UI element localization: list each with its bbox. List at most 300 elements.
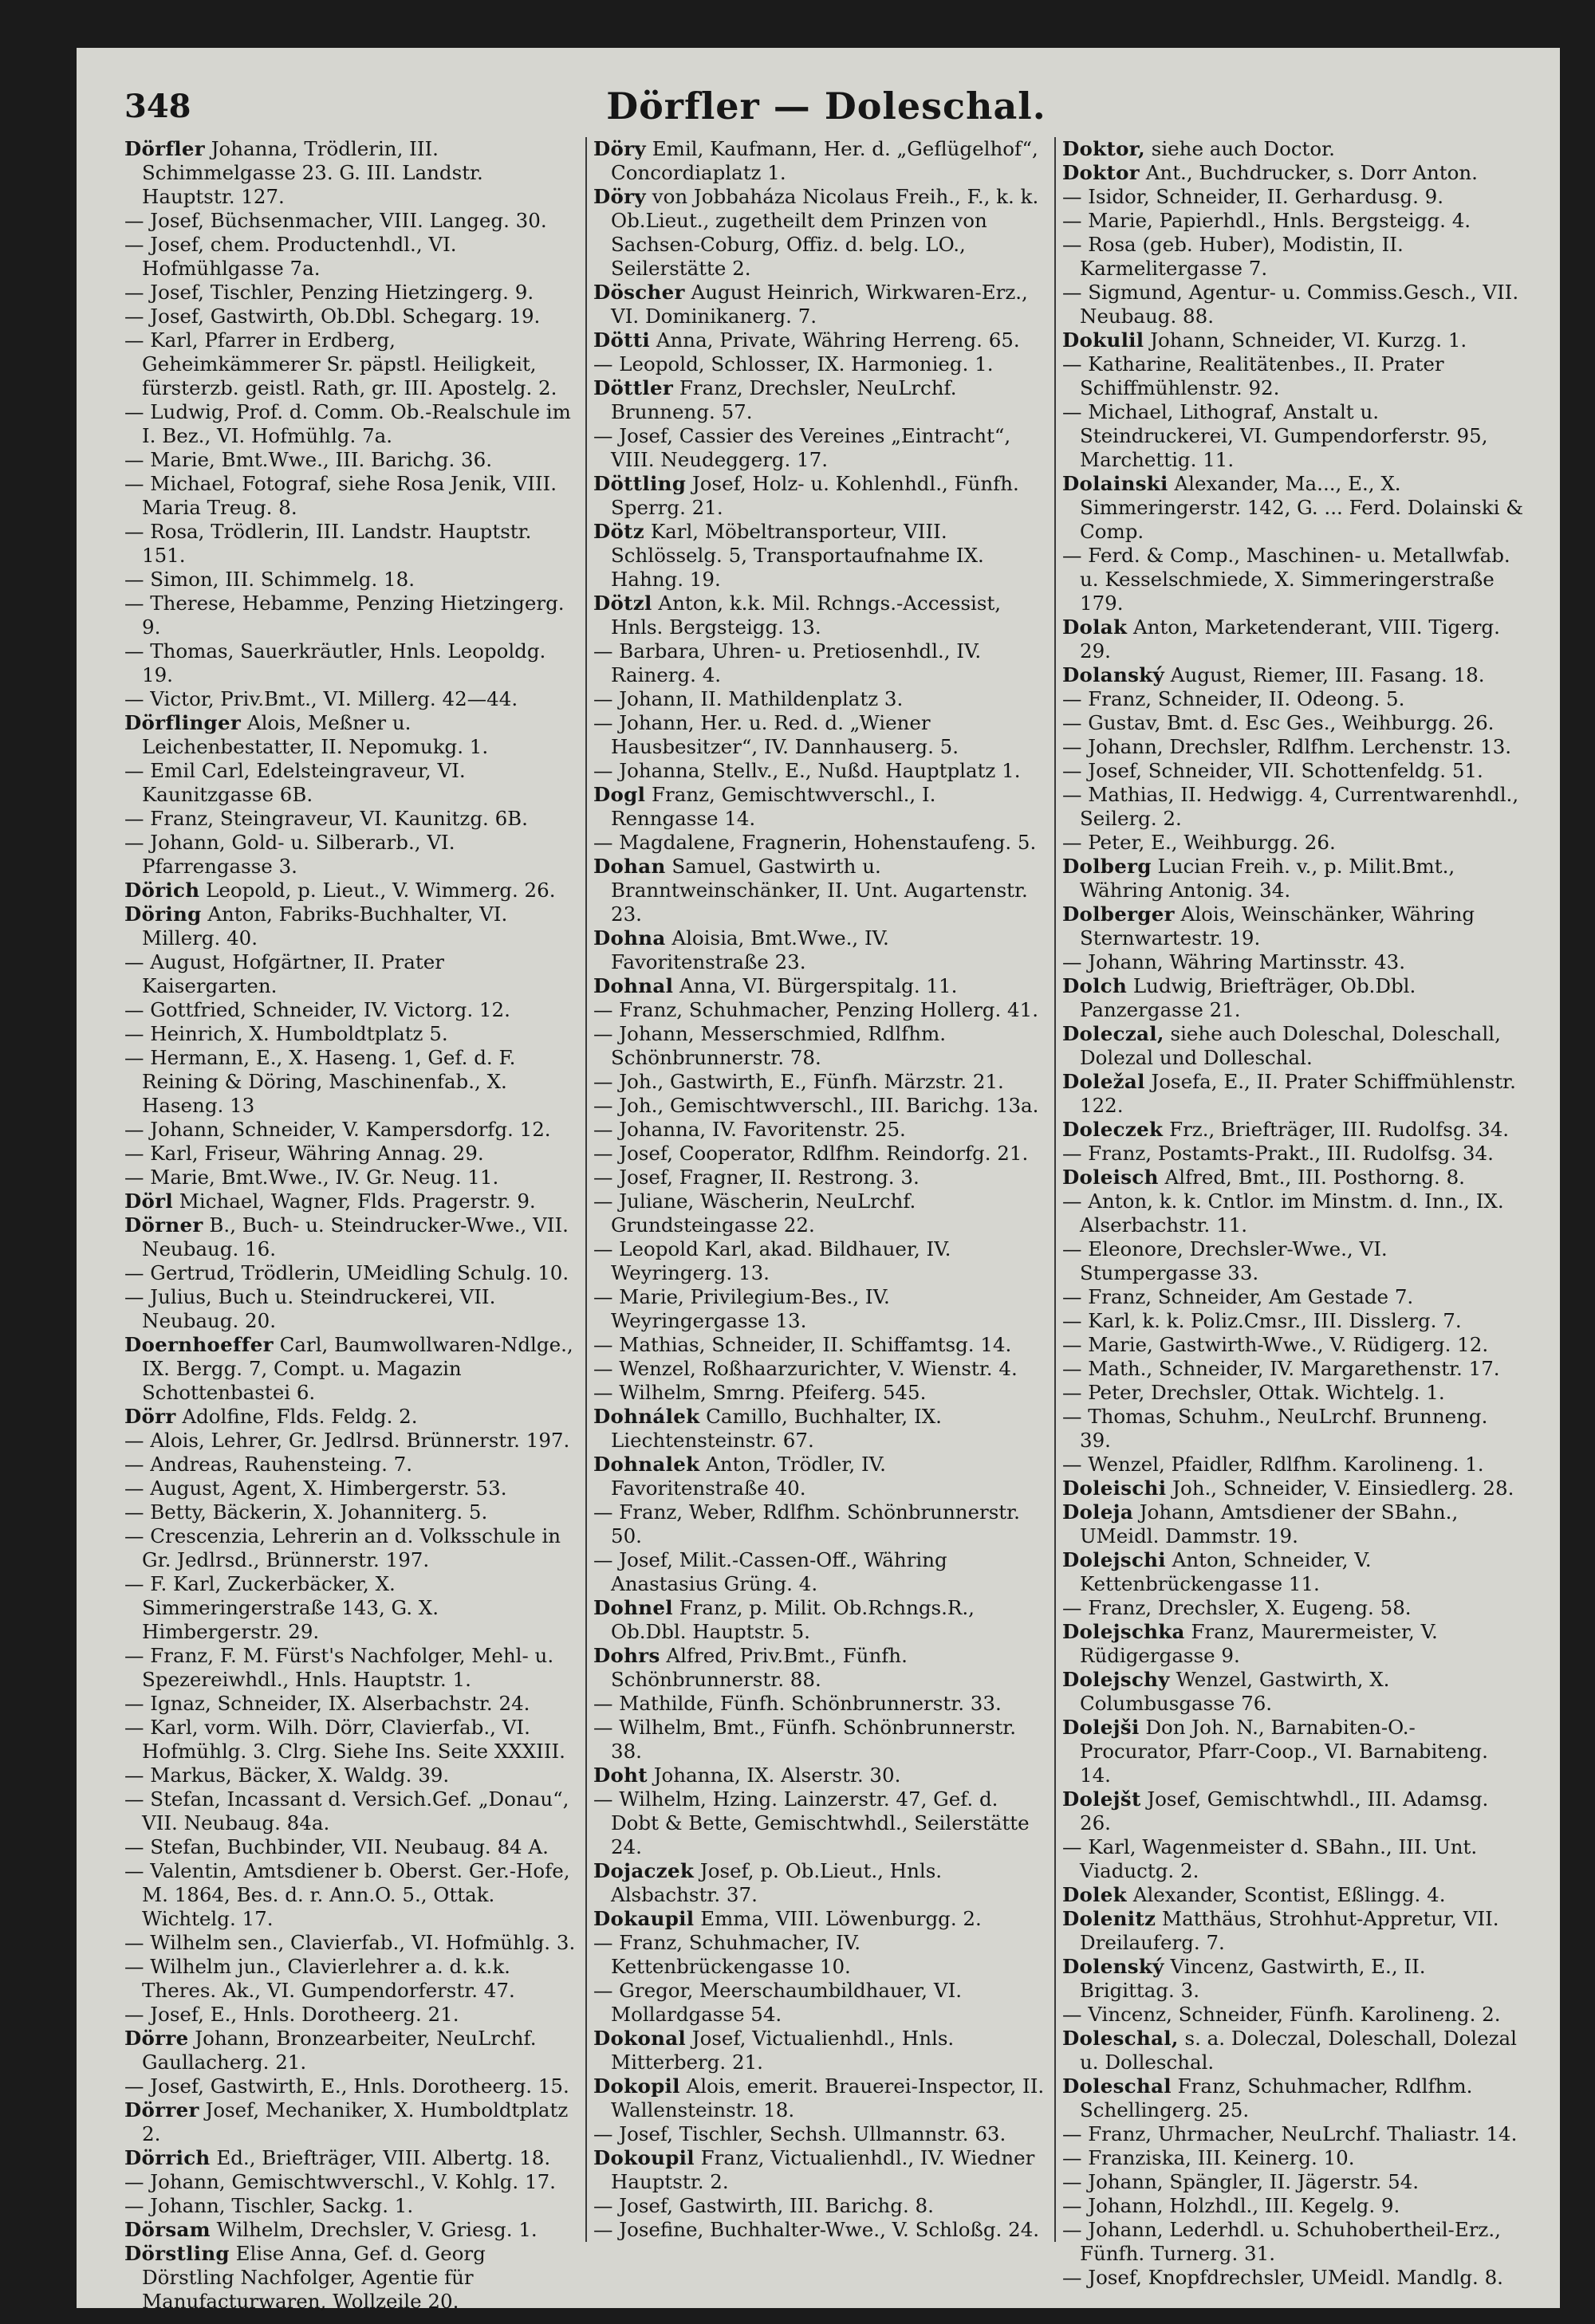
entry-details: Johann, Amtsdiener der SBahn., UMeidl. Dammstr. 19. <box>1080 1500 1459 1547</box>
entry-details: — Alois, Lehrer, Gr. Jedlrsd. Brünnerstr. 197. <box>124 1429 570 1452</box>
directory-entry <box>593 783 1048 831</box>
entry-details: — Anton, k. k. Cntlor. im Minstm. d. Inn., IX. Alserbachstr. 11. <box>1062 1190 1504 1237</box>
directory-entry <box>593 281 1048 328</box>
entry-details: — F. Karl, Zuckerbäcker, X. Simmeringerstraße 143, G. X. Himbergerstr. 29. <box>124 1572 439 1643</box>
directory-entry <box>1062 1357 1525 1381</box>
directory-entry <box>124 2194 579 2218</box>
directory-entry <box>124 1453 579 1477</box>
entry-details: Matthäus, Strohhut-Appretur, VII. Dreilauferg. 7. <box>1080 1907 1499 1954</box>
entry-details: — Joh., Gastwirth, E., Fünfh. Märzstr. 21. <box>593 1070 1004 1093</box>
directory-entry <box>593 1190 1048 1237</box>
directory-entry <box>1062 1787 1525 1835</box>
entry-details: — Josef, Tischler, Sechsh. Ullmannstr. 63. <box>593 2122 1006 2145</box>
directory-entry <box>593 1787 1048 1859</box>
directory-entry <box>1062 1596 1525 1620</box>
entry-details: Lucian Freih. v., p. Milit.Bmt., Währing Antonig. 34. <box>1080 855 1455 902</box>
entry-details: — Johann, Spängler, II. Jägerstr. 54. <box>1062 2170 1420 2193</box>
entry-details: Anna, Private, Währing Herreng. 65. <box>650 328 1020 352</box>
entry-details: Vincenz, Gastwirth, E., II. Brigittag. 3. <box>1080 1955 1426 2002</box>
directory-entry <box>1062 1381 1525 1405</box>
directory-entry <box>593 1859 1048 1907</box>
directory-entry <box>1062 1237 1525 1285</box>
directory-entry <box>593 2027 1048 2074</box>
entry-surname: Dörrich <box>124 2146 211 2169</box>
directory-entry <box>124 1955 579 2003</box>
entry-details: Franz, Gemischtwverschl., I. Renngasse 14. <box>611 783 936 830</box>
directory-entry <box>1062 1716 1525 1787</box>
entry-details: — Mathias, Schneider, II. Schiffamtsg. 14. <box>593 1333 1012 1356</box>
directory-entry <box>124 448 579 472</box>
directory-entry <box>1062 2003 1525 2027</box>
entry-details: — Leopold, Schlosser, IX. Harmonieg. 1. <box>593 352 994 376</box>
directory-entry <box>593 1716 1048 1764</box>
directory-entry <box>593 424 1048 472</box>
entry-surname: Dörner <box>124 1213 203 1237</box>
entry-details: — Josefine, Buchhalter-Wwe., V. Schloßg. 24. <box>593 2218 1040 2241</box>
directory-entry <box>593 1764 1048 1787</box>
entry-details: — Wilhelm sen., Clavierfab., VI. Hofmühlg. 3. <box>124 1931 576 1954</box>
entry-details: — Crescenzia, Lehrerin an d. Volksschule in Gr. Jedlrsd., Brünnerstr. 197. <box>124 1524 561 1571</box>
entry-details: — Johann, II. Mathildenplatz 3. <box>593 687 904 710</box>
entry-details: Alexander, Scontist, Eßlingg. 4. <box>1126 1883 1446 1906</box>
entry-surname: Dokulil <box>1062 328 1144 352</box>
entry-surname: Dolejschi <box>1062 1548 1166 1571</box>
entry-details: Leopold, p. Lieut., V. Wimmerg. 26. <box>199 879 556 902</box>
entry-details: — Stefan, Incassant d. Versich.Gef. „Donau“, VII. Neubaug. 84a. <box>124 1787 569 1834</box>
entry-details: Johanna, IX. Alserstr. 30. <box>647 1764 901 1787</box>
directory-entry <box>124 687 579 711</box>
entry-details: Ant., Buchdrucker, s. Dorr Anton. <box>1139 161 1478 184</box>
entry-surname: Dörstling <box>124 2242 230 2265</box>
directory-entry <box>1062 161 1525 185</box>
entry-details: Adolfine, Flds. Feldg. 2. <box>175 1405 418 1428</box>
directory-entry <box>593 1070 1048 1094</box>
directory-entry <box>124 807 579 831</box>
directory-entry <box>124 711 579 759</box>
entry-details: — Marie, Privilegium-Bes., IV. Weyringergasse 13. <box>593 1285 890 1332</box>
entry-surname: Dörre <box>124 2027 189 2050</box>
directory-entry <box>124 1931 579 1955</box>
entry-surname: Döttler <box>593 376 674 399</box>
entry-details: — Karl, vorm. Wilh. Dörr, Clavierfab., VI. Hofmühlg. 3. Clrg. Siehe Ins. Seite XXXIII. <box>124 1716 565 1763</box>
entry-details: — Johann, Gold- u. Silberarb., VI. Pfarrengasse 3. <box>124 831 455 878</box>
entry-details: Anton, Trödler, IV. Favoritenstraße 40. <box>611 1453 886 1500</box>
directory-entry <box>124 472 579 520</box>
entry-details: Anton, k.k. Mil. Rchngs.-Accessist, Hnls. Bergsteigg. 13. <box>611 592 1002 639</box>
entry-details: — Thomas, Schuhm., NeuLrchf. Brunneng. 39. <box>1062 1405 1488 1452</box>
entry-details: — Johanna, Stellv., E., Nußd. Hauptplatz 1. <box>593 759 1021 782</box>
entry-surname: Dolenitz <box>1062 1907 1156 1930</box>
directory-entry <box>1062 2027 1525 2074</box>
entry-details: — Wilhelm, Smrng. Pfeiferg. 545. <box>593 1381 927 1404</box>
entry-details: — Rosa, Trödlerin, III. Landstr. Hauptstr. 151. <box>124 520 532 567</box>
entry-surname: Dörr <box>124 1405 176 1428</box>
directory-entry <box>593 1357 1048 1381</box>
entry-surname: Dokoupil <box>593 2146 695 2169</box>
directory-entry <box>124 831 579 879</box>
entry-details: — Marie, Bmt.Wwe., III. Barichg. 36. <box>124 448 492 471</box>
directory-entry <box>124 1835 579 1859</box>
entry-details: — Josef, Gastwirth, E., Hnls. Dorotheerg. 15. <box>124 2074 569 2098</box>
directory-entry <box>593 137 1048 185</box>
entry-details: siehe auch Doctor. <box>1144 137 1335 160</box>
directory-entry <box>124 1333 579 1405</box>
directory-entry <box>593 974 1048 998</box>
directory-entry <box>124 592 579 639</box>
directory-entry <box>593 831 1048 855</box>
entry-details: Elise Anna, Gef. d. Georg Dörstling Nachfolger, Agentie für Manufacturwaren, Wollzeile 20. <box>142 2242 486 2313</box>
directory-entry <box>593 1907 1048 1931</box>
directory-entry <box>124 520 579 568</box>
entry-details: — Johann, Messerschmied, Rdlfhm. Schönbrunnerstr. 78. <box>593 1022 947 1069</box>
entry-details: Frz., Briefträger, III. Rudolfsg. 34. <box>1163 1118 1510 1141</box>
directory-entry <box>124 1859 579 1931</box>
column-2 <box>593 137 1048 2290</box>
directory-entry <box>1062 615 1525 663</box>
directory-entry <box>124 1692 579 1716</box>
directory-entry <box>1062 544 1525 615</box>
directory-entry <box>1062 1668 1525 1716</box>
entry-details: Ed., Briefträger, VIII. Albertg. 18. <box>210 2146 551 2169</box>
entry-details: — Franz, Schuhmacher, IV. Kettenbrückengasse 10. <box>593 1931 861 1978</box>
entry-details: Josef, Holz- u. Kohlenhdl., Fünfh. Sperrg. 21. <box>611 472 1019 519</box>
directory-entry <box>593 1237 1048 1285</box>
directory-entry <box>124 2146 579 2170</box>
entry-details: — August, Agent, X. Himbergerstr. 53. <box>124 1477 507 1500</box>
directory-entry <box>124 759 579 807</box>
entry-surname: Dörfler <box>124 137 205 160</box>
directory-entry <box>1062 974 1525 1022</box>
entry-details: — August, Hofgärtner, II. Prater Kaisergarten. <box>124 950 444 997</box>
directory-entry <box>593 1979 1048 2027</box>
directory-entry <box>593 759 1048 783</box>
entry-surname: Doleczal, <box>1062 1022 1164 1045</box>
directory-entry <box>1062 2218 1525 2266</box>
entry-details: — Franz, Schneider, II. Odeong. 5. <box>1062 687 1405 710</box>
directory-entry <box>1062 281 1525 328</box>
directory-entry <box>124 2218 579 2242</box>
entry-details: — Karl, Friseur, Währing Annag. 29. <box>124 1142 484 1165</box>
entry-details: — Magdalene, Fragnerin, Hohenstaufeng. 5. <box>593 831 1037 854</box>
entry-details: — Simon, III. Schimmelg. 18. <box>124 568 415 591</box>
entry-surname: Doht <box>593 1764 648 1787</box>
directory-entry <box>1062 687 1525 711</box>
entry-surname: Dokopil <box>593 2074 680 2098</box>
directory-entry <box>124 233 579 281</box>
directory-entry <box>1062 209 1525 233</box>
directory-entry <box>593 472 1048 520</box>
directory-entry <box>1062 1477 1525 1500</box>
entry-surname: Doležal <box>1062 1070 1145 1093</box>
entry-details: siehe auch Doleschal, Doleschall, Dolezal und Dolleschal. <box>1080 1022 1501 1069</box>
entry-details: — Karl, k. k. Poliz.Cmsr., III. Disslerg. 7. <box>1062 1309 1462 1332</box>
entry-details: B., Buch- u. Steindrucker-Wwe., VII. Neubaug. 16. <box>142 1213 569 1260</box>
directory-entry <box>124 1046 579 1118</box>
entry-surname: Dolejši <box>1062 1716 1140 1739</box>
directory-entry <box>593 1500 1048 1548</box>
entry-details: — Thomas, Sauerkräutler, Hnls. Leopoldg. 19. <box>124 639 546 686</box>
entry-surname: Dojaczek <box>593 1859 695 1882</box>
directory-entry <box>593 1118 1048 1142</box>
column-divider <box>1054 137 1056 2242</box>
directory-entry <box>1062 2194 1525 2218</box>
page-header <box>124 80 1528 136</box>
entry-details: — Johanna, IV. Favoritenstr. 25. <box>593 1118 906 1141</box>
directory-entry <box>1062 1142 1525 1166</box>
entry-details: — Peter, Drechsler, Ottak. Wichtelg. 1. <box>1062 1381 1445 1404</box>
entry-surname: Dohnalek <box>593 1453 700 1476</box>
entry-surname: Doleschal <box>1062 2074 1172 2098</box>
directory-entry <box>124 1118 579 1142</box>
entry-surname: Dörich <box>124 879 200 902</box>
directory-entry <box>593 1022 1048 1070</box>
directory-entry <box>593 376 1048 424</box>
entry-surname: Dörflinger <box>124 711 242 734</box>
directory-entry <box>1062 1548 1525 1596</box>
directory-entry <box>1062 831 1525 855</box>
entry-surname: Dokonal <box>593 2027 686 2050</box>
entry-details: Josef, p. Ob.Lieut., Hnls. Alsbachstr. 37. <box>611 1859 943 1906</box>
column-3 <box>1062 137 1525 2290</box>
entry-details: Wilhelm, Drechsler, V. Griesg. 1. <box>210 2218 538 2241</box>
entry-surname: Döscher <box>593 281 685 304</box>
directory-entry <box>1062 1309 1525 1333</box>
entry-details: Josef, Gemischtwhdl., III. Adamsg. 26. <box>1080 1787 1489 1834</box>
directory-entry <box>593 1692 1048 1716</box>
entry-details: — Johann, Schneider, V. Kampersdorfg. 12. <box>124 1118 551 1141</box>
entry-details: — Franz, Postamts-Prakt., III. Rudolfsg. 34. <box>1062 1142 1494 1165</box>
entry-details: — Karl, Wagenmeister d. SBahn., III. Unt. Viaductg. 2. <box>1062 1835 1478 1882</box>
entry-details: — Josef, Cooperator, Rdlfhm. Reindorfg. 21. <box>593 1142 1029 1165</box>
directory-entry <box>1062 663 1525 687</box>
entry-details: Samuel, Gastwirth u. Branntweinschänker, II. Unt. Augartenstr. 23. <box>611 855 1028 926</box>
entry-details: — Johann, Gemischtwverschl., V. Kohlg. 17. <box>124 2170 556 2193</box>
directory-entry <box>1062 233 1525 281</box>
entry-details: Don Joh. N., Barnabiten-O.-Procurator, Pfarr-Coop., VI. Barnabiteng. 14. <box>1080 1716 1488 1787</box>
directory-entry <box>124 1285 579 1333</box>
directory-entry <box>593 998 1048 1022</box>
directory-entry <box>1062 472 1525 544</box>
entry-details: — Barbara, Uhren- u. Pretiosenhdl., IV. Rainerg. 4. <box>593 639 982 686</box>
directory-page <box>77 48 1560 2313</box>
entry-details: — Josef, Gastwirth, III. Barichg. 8. <box>593 2194 934 2217</box>
entry-details: — Mathias, II. Hedwigg. 4, Currentwarenhdl., Seilerg. 2. <box>1062 783 1519 830</box>
directory-entry <box>124 1716 579 1764</box>
directory-entry <box>1062 2074 1525 2122</box>
entry-details: — Vincenz, Schneider, Fünfh. Karolineng. 2. <box>1062 2003 1501 2026</box>
entry-details: Camillo, Buchhalter, IX. Liechtensteinstr. 67. <box>611 1405 942 1452</box>
directory-entry <box>1062 783 1525 831</box>
directory-entry <box>124 902 579 950</box>
directory-entry <box>1062 1166 1525 1190</box>
directory-entry <box>124 137 579 209</box>
entry-surname: Dolek <box>1062 1883 1127 1906</box>
entry-surname: Dogl <box>593 783 646 806</box>
entry-surname: Döttling <box>593 472 687 495</box>
directory-entry <box>593 1644 1048 1692</box>
entry-surname: Döring <box>124 902 202 926</box>
directory-entry <box>124 879 579 902</box>
entry-surname: Dolak <box>1062 615 1128 639</box>
entry-details: — Wilhelm, Bmt., Fünfh. Schönbrunnerstr. 38. <box>593 1716 1017 1763</box>
directory-entry <box>593 1094 1048 1118</box>
entry-details: — Michael, Fotograf, siehe Rosa Jenik, VIII. Maria Treug. 8. <box>124 472 557 519</box>
entry-details: — Heinrich, X. Humboldtplatz 5. <box>124 1022 448 1045</box>
entry-details: — Franz, Schuhmacher, Penzing Hollerg. 41. <box>593 998 1039 1021</box>
entry-details: — Josef, Gastwirth, Ob.Dbl. Schegarg. 19. <box>124 305 541 328</box>
entry-details: Anton, Marketenderant, VIII. Tigerg. 29. <box>1080 615 1500 663</box>
directory-entry <box>124 209 579 233</box>
entry-details: — Isidor, Schneider, II. Gerhardusg. 9. <box>1062 185 1444 208</box>
entry-details: — Joh., Gemischtwverschl., III. Barichg. 13a. <box>593 1094 1039 1117</box>
entry-details: Anna, VI. Bürgerspitalg. 11. <box>673 974 958 997</box>
directory-entry <box>1062 1070 1525 1118</box>
entry-details: — Mathilde, Fünfh. Schönbrunnerstr. 33. <box>593 1692 1002 1715</box>
entry-details: August Heinrich, Wirkwaren-Erz., VI. Dominikanerg. 7. <box>611 281 1028 328</box>
page-number: 348 <box>124 88 191 125</box>
directory-entry <box>124 2098 579 2146</box>
entry-surname: Dolainski <box>1062 472 1168 495</box>
directory-entry <box>124 2003 579 2027</box>
directory-entry <box>1062 1955 1525 2003</box>
directory-entry <box>124 1142 579 1166</box>
entry-details: — Franz, Weber, Rdlfhm. Schönbrunnerstr. 50. <box>593 1500 1020 1547</box>
directory-entry <box>1062 2266 1525 2290</box>
directory-entry <box>124 1524 579 1572</box>
entry-details: — Markus, Bäcker, X. Waldg. 39. <box>124 1764 450 1787</box>
directory-entry <box>124 281 579 305</box>
entry-details: — Franziska, III. Keinerg. 10. <box>1062 2146 1355 2169</box>
column-divider <box>585 137 587 2242</box>
entry-details: Carl, Baumwollwaren-Ndlge., IX. Bergg. 7, Compt. u. Magazin Schottenbastei 6. <box>142 1333 573 1404</box>
directory-entry <box>593 2218 1048 2242</box>
entry-details: — Gustav, Bmt. d. Esc Ges., Weihburgg. 26. <box>1062 711 1495 734</box>
directory-entry <box>593 926 1048 974</box>
entry-details: Franz, Drechsler, NeuLrchf. Brunneng. 57. <box>611 376 957 423</box>
entry-details: — Josef, Cassier des Vereines „Eintracht“, VIII. Neudeggerg. 17. <box>593 424 1011 471</box>
entry-details: Anton, Schneider, V. Kettenbrückengasse 11. <box>1080 1548 1372 1595</box>
entry-surname: Dolenský <box>1062 1955 1164 1978</box>
entry-surname: Dötzl <box>593 592 652 615</box>
directory-entry <box>124 2170 579 2194</box>
directory-entry <box>124 1764 579 1787</box>
entry-details: — Valentin, Amtsdiener b. Oberst. Ger.-Hofe, M. 1864, Bes. d. r. Ann.O. 5., Ottak. Wichtelg. 17. <box>124 1859 570 1930</box>
entry-details: Alexander, Ma..., E., X. Simmeringerstr. 142, G. ... Ferd. Dolainski & Comp. <box>1080 472 1524 543</box>
directory-entry <box>1062 1405 1525 1453</box>
entry-details: — Gregor, Meerschaumbildhauer, VI. Mollardgasse 54. <box>593 1979 963 2026</box>
entry-surname: Doernhoeffer <box>124 1333 274 1356</box>
directory-entry <box>1062 1883 1525 1907</box>
entry-surname: Dohan <box>593 855 666 878</box>
entry-details: — Wilhelm, Hzing. Lainzerstr. 47, Gef. d. Dobt & Bette, Gemischtwhdl., Seilerstätte 24. <box>593 1787 1030 1858</box>
entry-details: — Josef, Milit.-Cassen-Off., Währing Anastasius Grüng. 4. <box>593 1548 947 1595</box>
directory-entry <box>1062 711 1525 735</box>
entry-details: — Gottfried, Schneider, IV. Victorg. 12. <box>124 998 510 1021</box>
entry-surname: Dokaupil <box>593 1907 695 1930</box>
entry-surname: Dolch <box>1062 974 1128 997</box>
entry-details: — Ignaz, Schneider, IX. Alserbachstr. 24. <box>124 1692 530 1715</box>
directory-entry <box>593 639 1048 687</box>
entry-details: — Sigmund, Agentur- u. Commiss.Gesch., VII. Neubaug. 88. <box>1062 281 1519 328</box>
entry-details: — Josef, Büchsenmacher, VIII. Langeg. 30. <box>124 209 547 232</box>
entry-details: — Ludwig, Prof. d. Comm. Ob.-Realschule im I. Bez., VI. Hofmühlg. 7a. <box>124 400 571 447</box>
directory-entry <box>124 1572 579 1644</box>
entry-details: — Josef, chem. Productenhdl., VI. Hofmühlgasse 7a. <box>124 233 457 280</box>
directory-entry <box>124 1644 579 1692</box>
directory-entry <box>124 1166 579 1190</box>
directory-entry <box>124 1261 579 1285</box>
entry-details: — Josef, Knopfdrechsler, UMeidl. Mandlg. 8. <box>1062 2266 1503 2289</box>
directory-entry <box>593 1453 1048 1500</box>
directory-entry <box>1062 735 1525 759</box>
entry-details: Karl, Möbeltransporteur, VIII. Schlösselg. 5, Transportaufnahme IX. Hahng. 19. <box>611 520 984 591</box>
entry-details: Franz, Victualienhdl., IV. Wiedner Hauptstr. 2. <box>611 2146 1035 2193</box>
directory-entry <box>1062 1190 1525 1237</box>
directory-entry <box>593 687 1048 711</box>
directory-entry <box>593 711 1048 759</box>
entry-details: Johann, Bronzearbeiter, NeuLrchf. Gaullacherg. 21. <box>142 2027 537 2074</box>
entry-details: — Marie, Bmt.Wwe., IV. Gr. Neug. 11. <box>124 1166 499 1189</box>
entry-details: — Peter, E., Weihburgg. 26. <box>1062 831 1336 854</box>
directory-entry <box>124 400 579 448</box>
entry-details: — Marie, Papierhdl., Hnls. Bergsteigg. 4. <box>1062 209 1471 232</box>
directory-entry <box>593 1931 1048 1979</box>
directory-entry <box>1062 902 1525 950</box>
entry-surname: Dörrer <box>124 2098 199 2121</box>
entry-details: August, Riemer, III. Fasang. 18. <box>1164 663 1485 686</box>
directory-entry <box>1062 137 1525 161</box>
entry-details: Alois, Weinschänker, Währing Sternwartestr. 19. <box>1080 902 1475 950</box>
entry-details: Emil, Kaufmann, Her. d. „Geflügelhof“, Concordiaplatz 1. <box>611 137 1038 184</box>
entry-surname: Dolberg <box>1062 855 1152 878</box>
directory-entry <box>124 568 579 592</box>
directory-entry <box>593 2194 1048 2218</box>
directory-entry <box>124 950 579 998</box>
entry-details: — Johann, Währing Martinsstr. 43. <box>1062 950 1406 973</box>
entry-surname: Doleisch <box>1062 1166 1159 1189</box>
entry-details: — Franz, Schneider, Am Gestade 7. <box>1062 1285 1414 1308</box>
entry-details: — Victor, Priv.Bmt., VI. Millerg. 42—44. <box>124 687 518 710</box>
directory-entry <box>1062 352 1525 400</box>
directory-entry <box>124 1477 579 1500</box>
entry-details: Alfred, Priv.Bmt., Fünfh. Schönbrunnerstr. 88. <box>611 1644 908 1691</box>
entry-details: — Josef, E., Hnls. Dorotheerg. 21. <box>124 2003 459 2026</box>
entry-details: — Rosa (geb. Huber), Modistin, II. Karmelitergasse 7. <box>1062 233 1404 280</box>
directory-entry <box>593 185 1048 281</box>
entry-details: Franz, Maurermeister, V. Rüdigergasse 9. <box>1080 1620 1438 1667</box>
directory-entry <box>124 2027 579 2074</box>
entry-surname: Dohnal <box>593 974 674 997</box>
entry-surname: Dolberger <box>1062 902 1175 926</box>
entry-details: Franz, Schuhmacher, Rdlfhm. Schellingerg. 25. <box>1080 2074 1473 2121</box>
directory-entry <box>593 328 1048 352</box>
entry-details: Michael, Wagner, Flds. Pragerstr. 9. <box>173 1190 536 1213</box>
entry-details: — Katharine, Realitätenbes., II. Prater Schiffmühlenstr. 92. <box>1062 352 1444 399</box>
directory-entry <box>124 1213 579 1261</box>
directory-entry <box>124 2242 579 2314</box>
entry-surname: Dolejschka <box>1062 1620 1185 1643</box>
entry-details: Josef, Victualienhdl., Hnls. Mitterberg. 21. <box>611 2027 955 2074</box>
directory-entry <box>593 2074 1048 2122</box>
column-1 <box>124 137 579 2313</box>
directory-entry <box>1062 1022 1525 1070</box>
directory-entry <box>1062 950 1525 974</box>
directory-entry <box>1062 2170 1525 2194</box>
entry-details: s. a. Doleczal, Doleschall, Dolezal u. Dolleschal. <box>1080 2027 1517 2074</box>
entry-details: Johann, Schneider, VI. Kurzg. 1. <box>1144 328 1467 352</box>
entry-details: Johanna, Trödlerin, III. Schimmelgasse 23. G. III. Landstr. Hauptstr. 127. <box>142 137 483 208</box>
entry-details: Alois, Meßner u. Leichenbestatter, II. Nepomukg. 1. <box>142 711 489 758</box>
